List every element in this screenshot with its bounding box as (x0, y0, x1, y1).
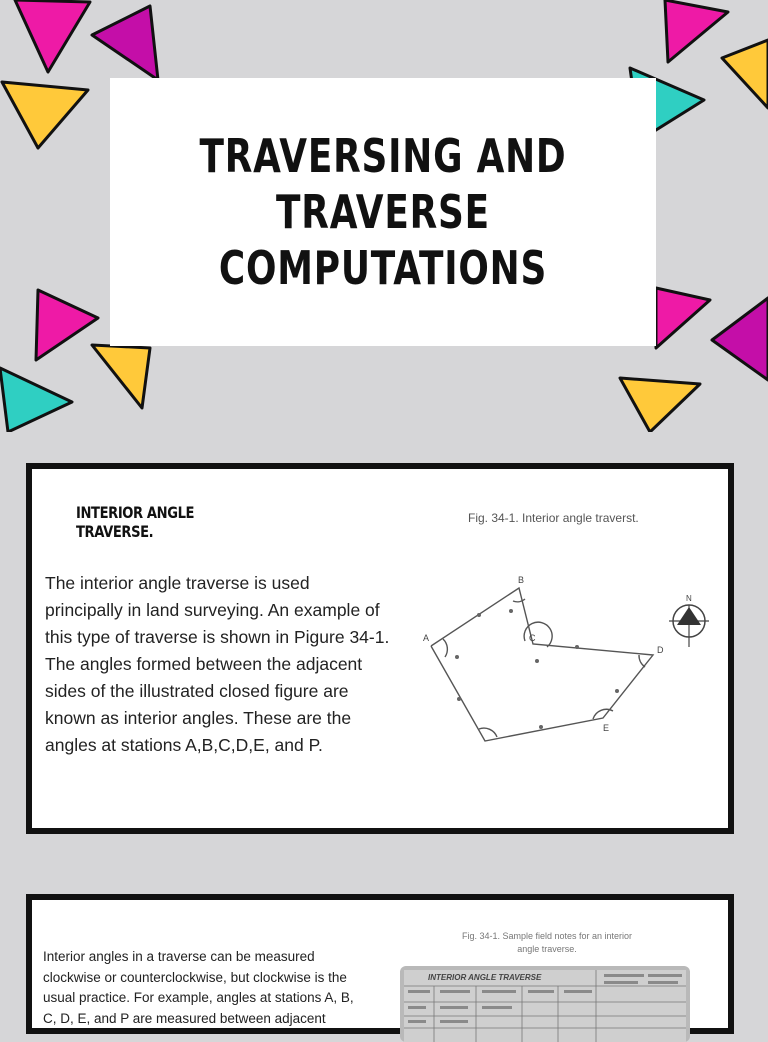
traverse-lines (431, 588, 653, 741)
angle-mark (509, 609, 513, 613)
station-label: A (423, 633, 430, 643)
station-label: D (657, 645, 664, 655)
page-title: TRAVERSING AND TRAVERSE COMPUTATIONS (199, 129, 567, 295)
station-label: E (603, 723, 610, 733)
angle-arc (443, 639, 447, 657)
triangle-shape (712, 298, 768, 380)
traverse-diagram (417, 571, 717, 761)
body-text: Interior angles in a traverse can be measured clockwise or counterclockwise, but clockwise is the usual practice. For example, angles at stations A, B, C, D, E, and P are measured between adjacent (43, 949, 354, 1026)
field-notes-panel (26, 894, 734, 1034)
angle-mark (575, 645, 579, 649)
field-notes-title: INTERIOR ANGLE TRAVERSE (428, 973, 542, 982)
triangle-shape (722, 40, 768, 108)
triangle-shape (92, 6, 158, 80)
body-text: The interior angle traverse is used principally in land surveying. An example of this type of traverse is shown in Pigure 34-1. The angles formed between the adjacent sides of the illustrated closed figure are known as interior angles. These are the angles at stations A,B,C,D,E, and P. (45, 573, 390, 755)
triangle-shape (92, 345, 150, 408)
angle-mark (477, 613, 481, 617)
triangle-shape (0, 368, 72, 432)
triangle-shape (665, 0, 728, 62)
station-label: B (518, 575, 525, 585)
triangle-shape (15, 0, 90, 72)
station-label: C (529, 633, 536, 643)
angle-arc (513, 599, 525, 602)
title-card (110, 78, 656, 346)
interior-angle-panel (26, 463, 734, 834)
triangle-shape (656, 288, 710, 348)
triangle-shape (36, 290, 98, 360)
triangle-shape (620, 378, 700, 432)
field-notes-image (398, 962, 694, 1042)
triangle-shape (2, 82, 88, 148)
angle-mark (539, 725, 543, 729)
figure-caption: Fig. 34-1. Sample field notes for an interior angle traverse. (461, 931, 633, 954)
angle-mark (457, 697, 461, 701)
north-arrow-icon (669, 594, 709, 647)
north-label: N (686, 594, 692, 603)
figure-caption: Fig. 34-1. Interior angle traverst. (468, 511, 639, 525)
angle-mark (535, 659, 539, 663)
section-heading: INTERIOR ANGLE TRAVERSE. (76, 503, 195, 541)
angle-mark (615, 689, 619, 693)
angle-mark (455, 655, 459, 659)
